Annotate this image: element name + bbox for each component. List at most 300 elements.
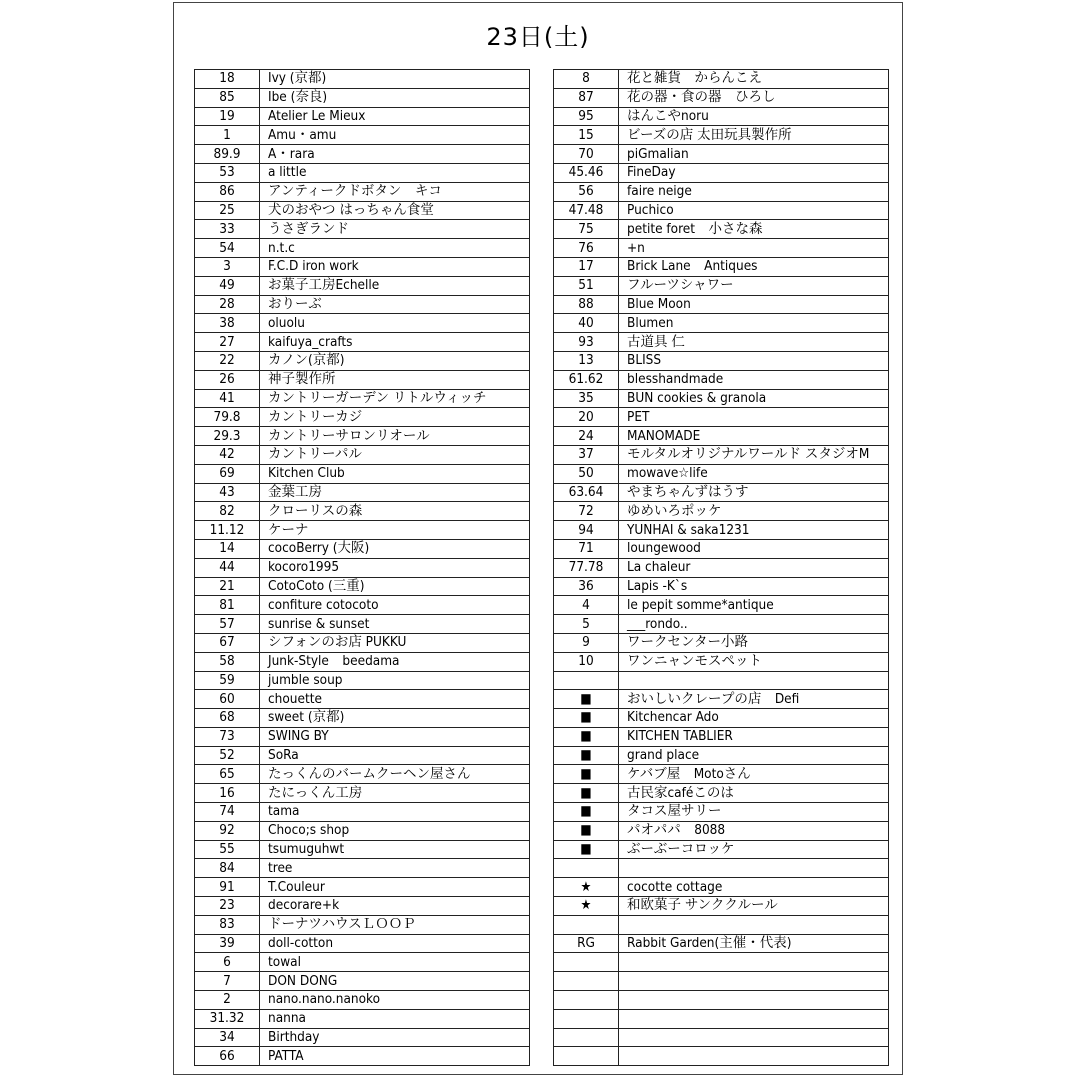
table-row: [554, 915, 889, 934]
vendor-name: doll-cotton: [260, 934, 530, 953]
vendor-name: tree: [260, 859, 530, 878]
booth-number: ■: [554, 840, 619, 859]
booth-number: ★: [554, 878, 619, 897]
booth-number: 66: [195, 1047, 260, 1066]
vendor-name: ビーズの店 太田玩具製作所: [619, 126, 889, 145]
booth-number: 51: [554, 276, 619, 295]
table-row: [554, 633, 889, 652]
table-row: [195, 784, 530, 803]
booth-number: 73: [195, 727, 260, 746]
booth-number: 58: [195, 652, 260, 671]
table-row: [195, 1028, 530, 1047]
table-row: [195, 126, 530, 145]
booth-number: 1: [195, 126, 260, 145]
booth-number: ■: [554, 690, 619, 709]
booth-number: ■: [554, 784, 619, 803]
booth-number: 10: [554, 652, 619, 671]
vendor-name: nanna: [260, 1009, 530, 1028]
booth-number: 43: [195, 483, 260, 502]
booth-number: 65: [195, 765, 260, 784]
table-row: [195, 746, 530, 765]
vendor-name: Choco;s shop: [260, 821, 530, 840]
booth-number: 49: [195, 276, 260, 295]
booth-number: 84: [195, 859, 260, 878]
booth-number: 89.9: [195, 145, 260, 164]
booth-number: 91: [195, 878, 260, 897]
table-row: [195, 276, 530, 295]
vendor-name: Blue Moon: [619, 295, 889, 314]
table-row: [554, 408, 889, 427]
booth-number: 94: [554, 521, 619, 540]
vendor-name: confiture cotocoto: [260, 596, 530, 615]
vendor-name: クローリスの森: [260, 502, 530, 521]
table-row: [195, 351, 530, 370]
booth-number: 71: [554, 539, 619, 558]
document-page: [173, 2, 903, 1075]
booth-number: 35: [554, 389, 619, 408]
booth-number: 70: [554, 145, 619, 164]
table-row: [195, 709, 530, 728]
booth-number: 88: [554, 295, 619, 314]
vendor-name: a little: [260, 163, 530, 182]
vendor-name: sweet (京都): [260, 709, 530, 728]
booth-number: 79.8: [195, 408, 260, 427]
booth-number: 69: [195, 464, 260, 483]
table-row: [554, 972, 889, 991]
vendor-name: 花と雑貨 からんこえ: [619, 70, 889, 89]
booth-number: 19: [195, 107, 260, 126]
vendor-name: パオパパ 8088: [619, 821, 889, 840]
table-row: [554, 239, 889, 258]
booth-number: 92: [195, 821, 260, 840]
booth-number: 72: [554, 502, 619, 521]
table-row: [554, 333, 889, 352]
vendor-name: Birthday: [260, 1028, 530, 1047]
vendor-name: kaifuya_crafts: [260, 333, 530, 352]
table-row: [195, 934, 530, 953]
table-row: [554, 70, 889, 89]
vendor-name: [619, 991, 889, 1010]
table-row: [195, 483, 530, 502]
table-row: [195, 558, 530, 577]
table-row: [195, 991, 530, 1010]
booth-number: [554, 1009, 619, 1028]
table-row: [195, 615, 530, 634]
booth-number: 31.32: [195, 1009, 260, 1028]
booth-number: 52: [195, 746, 260, 765]
table-row: [554, 709, 889, 728]
vendor-name: piGmalian: [619, 145, 889, 164]
table-row: [554, 145, 889, 164]
vendor-name: フルーツシャワー: [619, 276, 889, 295]
booth-number: 39: [195, 934, 260, 953]
vendor-name: モルタルオリジナルワールド スタジオM: [619, 445, 889, 464]
table-row: [195, 1009, 530, 1028]
table-row: [195, 1047, 530, 1066]
booth-number: 75: [554, 220, 619, 239]
vendor-name: [619, 915, 889, 934]
vendor-name: Ibe (奈良): [260, 88, 530, 107]
vendor-name: ケバブ屋 Motoさん: [619, 765, 889, 784]
vendor-name: T.Couleur: [260, 878, 530, 897]
booth-number: [554, 1047, 619, 1066]
booth-number: 68: [195, 709, 260, 728]
table-row: [195, 502, 530, 521]
vendor-name: はんこやnoru: [619, 107, 889, 126]
booth-number: 21: [195, 577, 260, 596]
booth-number: ■: [554, 727, 619, 746]
booth-number: 15: [554, 126, 619, 145]
table-row: [195, 427, 530, 446]
vendor-name: kocoro1995: [260, 558, 530, 577]
table-row: [554, 257, 889, 276]
vendor-name: cocotte cottage: [619, 878, 889, 897]
table-row: [554, 445, 889, 464]
vendor-name: Blumen: [619, 314, 889, 333]
booth-number: 86: [195, 182, 260, 201]
vendor-name: タコス屋サリー: [619, 803, 889, 822]
vendor-name: 金葉工房: [260, 483, 530, 502]
table-row: [195, 915, 530, 934]
vendor-name: カントリーサロンリオール: [260, 427, 530, 446]
table-row: [554, 1009, 889, 1028]
vendor-name: シフォンのお店 PUKKU: [260, 633, 530, 652]
vendor-name: Kitchencar Ado: [619, 709, 889, 728]
vendor-name: [619, 859, 889, 878]
table-row: [554, 539, 889, 558]
booth-number: 57: [195, 615, 260, 634]
vendor-name: F.C.D iron work: [260, 257, 530, 276]
vendor-name: tama: [260, 803, 530, 822]
vendor-name: Rabbit Garden(主催・代表): [619, 934, 889, 953]
booth-number: 7: [195, 972, 260, 991]
vendor-name: PET: [619, 408, 889, 427]
table-row: [554, 502, 889, 521]
booth-number: 6: [195, 953, 260, 972]
booth-number: ★: [554, 897, 619, 916]
table-row: [195, 201, 530, 220]
vendor-name: [619, 1028, 889, 1047]
table-row: [195, 163, 530, 182]
vendor-name: ドーナツハウスＬＯＯＰ: [260, 915, 530, 934]
booth-number: 2: [195, 991, 260, 1010]
table-row: [554, 953, 889, 972]
table-row: [195, 972, 530, 991]
table-row: [554, 558, 889, 577]
vendor-name: ぶーぶーコロッケ: [619, 840, 889, 859]
table-row: [195, 577, 530, 596]
booth-number: 45.46: [554, 163, 619, 182]
booth-number: 38: [195, 314, 260, 333]
booth-number: [554, 671, 619, 690]
booth-number: 16: [195, 784, 260, 803]
table-row: [554, 1047, 889, 1066]
vendor-name: [619, 1009, 889, 1028]
table-row: [195, 878, 530, 897]
booth-number: 28: [195, 295, 260, 314]
table-row: [554, 897, 889, 916]
vendor-name: ゆめいろポッケ: [619, 502, 889, 521]
table-row: [195, 239, 530, 258]
booth-number: [554, 953, 619, 972]
table-row: [554, 821, 889, 840]
table-row: [195, 953, 530, 972]
vendor-name: Atelier Le Mieux: [260, 107, 530, 126]
booth-number: 23: [195, 897, 260, 916]
vendor-name: やまちゃんずはうす: [619, 483, 889, 502]
booth-number: 9: [554, 633, 619, 652]
vendor-name: nano.nano.nanoko: [260, 991, 530, 1010]
vendor-name: La chaleur: [619, 558, 889, 577]
table-row: [195, 370, 530, 389]
table-row: [554, 784, 889, 803]
vendor-name: うさぎランド: [260, 220, 530, 239]
table-row: [195, 671, 530, 690]
table-row: [195, 408, 530, 427]
booth-number: 76: [554, 239, 619, 258]
vendor-name: DON DONG: [260, 972, 530, 991]
vendor-name: おりーぶ: [260, 295, 530, 314]
table-row: [554, 314, 889, 333]
vendor-name: [619, 953, 889, 972]
table-row: [554, 483, 889, 502]
table-row: [554, 690, 889, 709]
table-row: [554, 201, 889, 220]
table-row: [554, 746, 889, 765]
vendor-name: BUN cookies & granola: [619, 389, 889, 408]
booth-number: 82: [195, 502, 260, 521]
table-row: [195, 145, 530, 164]
table-row: [195, 897, 530, 916]
vendor-name: Junk-Style beedama: [260, 652, 530, 671]
vendor-name: たっくんのバームクーヘン屋さん: [260, 765, 530, 784]
table-row: [554, 276, 889, 295]
table-row: [554, 859, 889, 878]
vendor-name: loungewood: [619, 539, 889, 558]
table-row: [195, 803, 530, 822]
table-row: [195, 596, 530, 615]
table-row: [554, 671, 889, 690]
booth-number: ■: [554, 746, 619, 765]
vendor-name: ワンニャンモスペット: [619, 652, 889, 671]
booth-number: 29.3: [195, 427, 260, 446]
vendor-name: grand place: [619, 746, 889, 765]
booth-number: ■: [554, 803, 619, 822]
booth-number: 55: [195, 840, 260, 859]
booth-number: 41: [195, 389, 260, 408]
table-row: [195, 652, 530, 671]
vendor-name: 神子製作所: [260, 370, 530, 389]
booth-number: 36: [554, 577, 619, 596]
vendor-name: blesshandmade: [619, 370, 889, 389]
vendor-name: Kitchen Club: [260, 464, 530, 483]
vendor-name: カントリーカジ: [260, 408, 530, 427]
table-row: [195, 257, 530, 276]
table-row: [554, 182, 889, 201]
booth-number: 11.12: [195, 521, 260, 540]
booth-number: 67: [195, 633, 260, 652]
booth-number: [554, 859, 619, 878]
table-row: [195, 295, 530, 314]
vendor-name: cocoBerry (大阪): [260, 539, 530, 558]
vendor-name: chouette: [260, 690, 530, 709]
vendor-name: FineDay: [619, 163, 889, 182]
vendor-name: [619, 1047, 889, 1066]
vendor-name: BLISS: [619, 351, 889, 370]
vendor-name: tsumuguhwt: [260, 840, 530, 859]
booth-number: RG: [554, 934, 619, 953]
booth-number: 42: [195, 445, 260, 464]
booth-number: 5: [554, 615, 619, 634]
table-row: [554, 765, 889, 784]
vendor-name: YUNHAI & saka1231: [619, 521, 889, 540]
booth-number: 26: [195, 370, 260, 389]
table-row: [195, 88, 530, 107]
booth-number: 77.78: [554, 558, 619, 577]
table-row: [195, 220, 530, 239]
booth-number: 22: [195, 351, 260, 370]
table-row: [554, 389, 889, 408]
vendor-name: 花の器・食の器 ひろし: [619, 88, 889, 107]
vendor-name: 和欧菓子 サンククルール: [619, 897, 889, 916]
vendor-name: MANOMADE: [619, 427, 889, 446]
booth-number: 56: [554, 182, 619, 201]
booth-number: 59: [195, 671, 260, 690]
booth-number: 20: [554, 408, 619, 427]
booth-number: 93: [554, 333, 619, 352]
table-row: [554, 934, 889, 953]
table-row: [554, 803, 889, 822]
vendor-name: PATTA: [260, 1047, 530, 1066]
booth-number: [554, 915, 619, 934]
table-row: [554, 295, 889, 314]
vendor-name: oluolu: [260, 314, 530, 333]
booth-number: 4: [554, 596, 619, 615]
table-row: [195, 389, 530, 408]
booth-number: [554, 1028, 619, 1047]
vendor-name: +n: [619, 239, 889, 258]
booth-number: 40: [554, 314, 619, 333]
vendor-name: sunrise & sunset: [260, 615, 530, 634]
booth-number: 47.48: [554, 201, 619, 220]
right-vendor-table: [553, 69, 889, 1066]
booth-number: 85: [195, 88, 260, 107]
booth-number: 25: [195, 201, 260, 220]
vendor-name: [619, 671, 889, 690]
vendor-name: A・rara: [260, 145, 530, 164]
table-row: [554, 840, 889, 859]
table-row: [195, 107, 530, 126]
vendor-name: SoRa: [260, 746, 530, 765]
table-row: [195, 445, 530, 464]
table-row: [554, 351, 889, 370]
table-row: [554, 652, 889, 671]
booth-number: 53: [195, 163, 260, 182]
vendor-name: おいしいクレープの店 Defi: [619, 690, 889, 709]
booth-number: 3: [195, 257, 260, 276]
booth-number: 37: [554, 445, 619, 464]
table-row: [554, 615, 889, 634]
table-row: [195, 727, 530, 746]
table-row: [554, 107, 889, 126]
table-row: [554, 727, 889, 746]
booth-number: 17: [554, 257, 619, 276]
vendor-name: 犬のおやつ はっちゃん食堂: [260, 201, 530, 220]
booth-number: ■: [554, 709, 619, 728]
table-row: [195, 539, 530, 558]
booth-number: 60: [195, 690, 260, 709]
vendor-name: カントリーガーデン リトルウィッチ: [260, 389, 530, 408]
table-row: [195, 182, 530, 201]
booth-number: [554, 991, 619, 1010]
booth-number: 24: [554, 427, 619, 446]
table-row: [195, 765, 530, 784]
table-row: [554, 220, 889, 239]
booth-number: 27: [195, 333, 260, 352]
vendor-name: Ivy (京都): [260, 70, 530, 89]
table-row: [195, 464, 530, 483]
vendor-name: mowave☆life: [619, 464, 889, 483]
table-row: [554, 163, 889, 182]
vendor-name: Amu・amu: [260, 126, 530, 145]
table-row: [554, 991, 889, 1010]
table-row: [195, 840, 530, 859]
table-row: [195, 633, 530, 652]
booth-number: 74: [195, 803, 260, 822]
booth-number: 54: [195, 239, 260, 258]
table-row: [195, 521, 530, 540]
vendor-name: [619, 972, 889, 991]
booth-number: 14: [195, 539, 260, 558]
vendor-name: たにっくん工房: [260, 784, 530, 803]
vendor-name: le pepit somme*antique: [619, 596, 889, 615]
left-vendor-table: [194, 69, 530, 1066]
table-row: [554, 427, 889, 446]
booth-number: 8: [554, 70, 619, 89]
vendor-name: Brick Lane Antiques: [619, 257, 889, 276]
table-row: [195, 821, 530, 840]
vendor-name: SWING BY: [260, 727, 530, 746]
vendor-name: 古道具 仁: [619, 333, 889, 352]
vendor-name: jumble soup: [260, 671, 530, 690]
table-row: [554, 1028, 889, 1047]
booth-number: 34: [195, 1028, 260, 1047]
booth-number: 13: [554, 351, 619, 370]
booth-number: 44: [195, 558, 260, 577]
vendor-name: Puchico: [619, 201, 889, 220]
booth-number: 61.62: [554, 370, 619, 389]
booth-number: ■: [554, 821, 619, 840]
booth-number: 63.64: [554, 483, 619, 502]
vendor-name: towal: [260, 953, 530, 972]
table-row: [554, 596, 889, 615]
vendor-name: petite foret 小さな森: [619, 220, 889, 239]
vendor-name: ___rondo..: [619, 615, 889, 634]
table-row: [195, 859, 530, 878]
booth-number: 83: [195, 915, 260, 934]
vendor-name: カントリーパル: [260, 445, 530, 464]
table-row: [195, 333, 530, 352]
vendor-name: faire neige: [619, 182, 889, 201]
table-row: [554, 878, 889, 897]
table-row: [195, 314, 530, 333]
table-row: [195, 70, 530, 89]
table-row: [195, 690, 530, 709]
table-row: [554, 88, 889, 107]
vendor-name: KITCHEN TABLIER: [619, 727, 889, 746]
vendor-name: お菓子工房Echelle: [260, 276, 530, 295]
vendor-name: n.t.c: [260, 239, 530, 258]
